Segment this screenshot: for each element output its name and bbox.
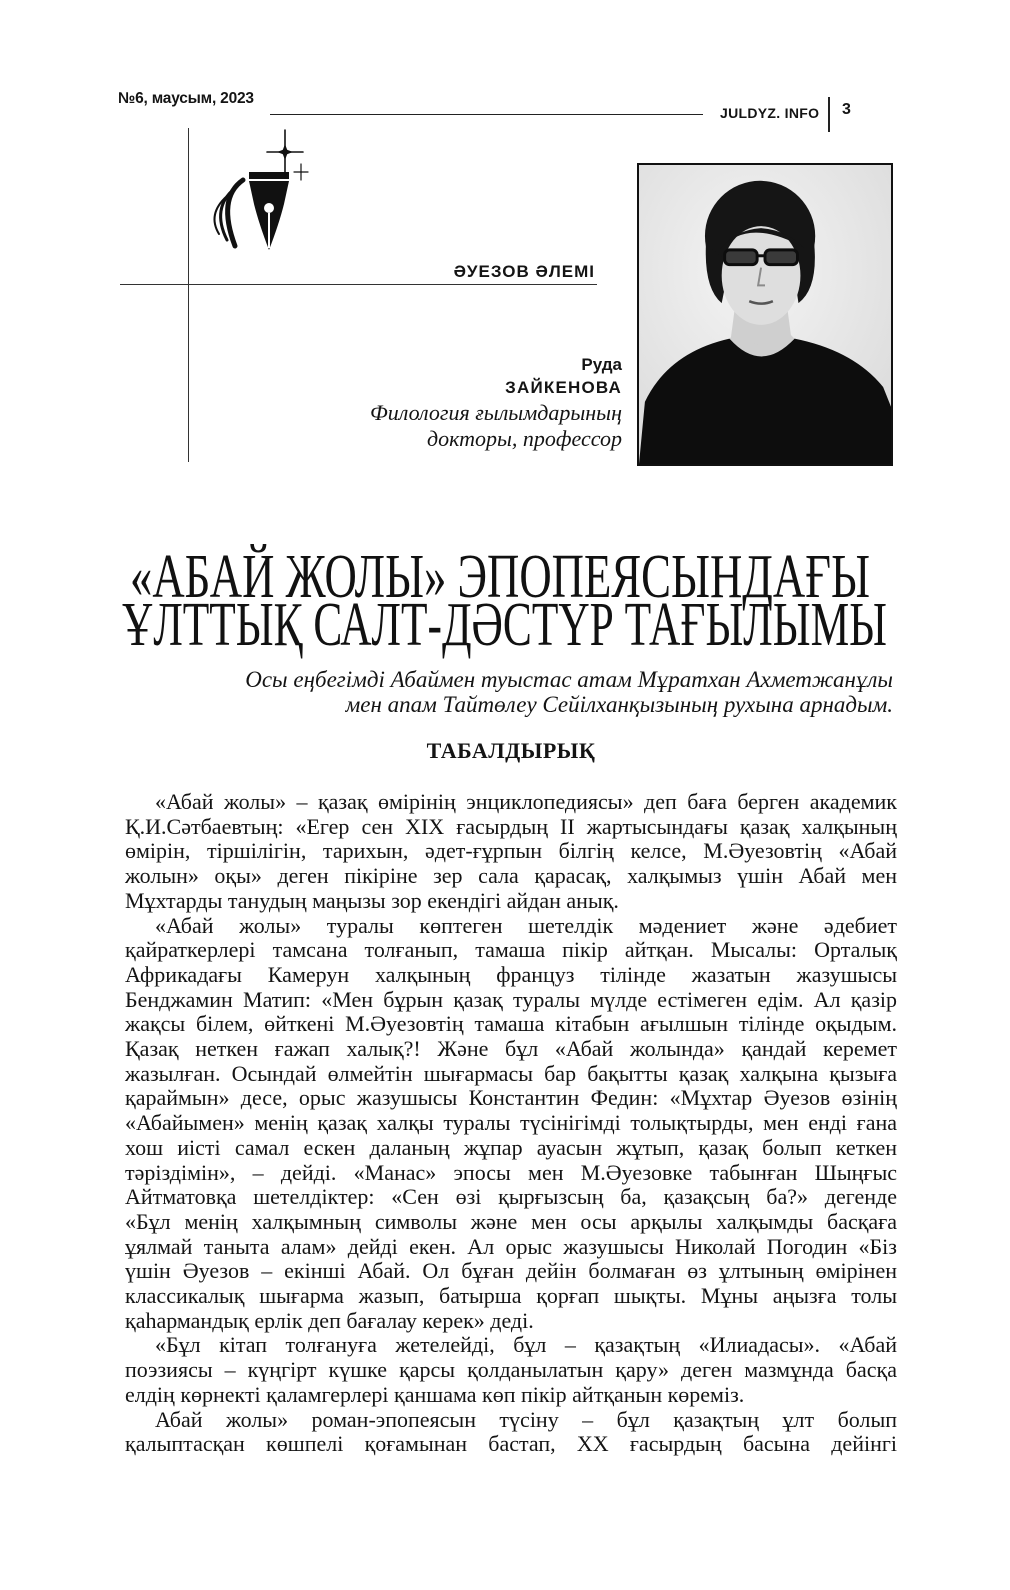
swoosh-icon (215, 180, 244, 246)
title-line: «АБАЙ ЖОЛЫ» ЭПОПЕЯСЫНДАҒЫ (130, 543, 870, 611)
body-line: «Абайымен» менің қазақ халқы туралы түсінігімді толықтырды, мен енді ғана (125, 1110, 897, 1136)
body-line: хош иісті самал ескен даланың жұпар ауасын жұтып, қазақ болып кеткен (125, 1134, 897, 1160)
author-first-name: Руда (581, 355, 622, 374)
body-line: классикалық шығарма жазып, батырша қорғап шықты. Мұны аңызға толы (125, 1283, 897, 1309)
body-line: қалыптасқан көшпелі қоғамынан бастап, XX ғасырдың басына дейінгі (125, 1431, 897, 1457)
body-line: «Абай жолы» – қазақ өмірінің энциклопедиясы» деп баға берген академик (155, 789, 897, 814)
rubric-vertical-rule (188, 128, 189, 462)
body-line: Айтматовқа шетелдіктер: «Сен өзі қырғызсың ба, қазақсың ба?» дегенде (125, 1184, 897, 1210)
body-line: Абай жолы» роман-эпопеясын түсіну – бұл қазақтың ұлт болып (155, 1406, 897, 1432)
body-line: Қ.И.Сәтбаевтың: «Егер сен XIX ғасырдың II жартысындағы қазақ халқының (125, 813, 897, 839)
site-name: JULDYZ. INFO (720, 105, 820, 121)
body-line: Бенджамин Матип: «Мен бұрын қазақ туралы мүлде естімеген едім. Ал қазір (125, 986, 897, 1012)
article-body (125, 790, 897, 1457)
body-line: жолын» оқы» деген пікіріне зер сала қарасақ, халқымыз үшін Абай мен (125, 863, 897, 889)
author-photo (637, 163, 893, 466)
body-line: өмірін, тіршілігін, тарихын, әдет-ғұрпын білгің келсе, М.Әуезовтің «Абай (125, 838, 897, 864)
body-line: елдің көрнекті қаламгерлері қаншама көп пікір айтқанын көреміз. (125, 1381, 745, 1407)
body-line: қаһармандық ерлік деп бағалау керек» деді. (125, 1307, 534, 1333)
body-line: жазылған. Осындай өлмейтін шығармасы бар бақытты қазақ халқына қызыға (125, 1060, 897, 1086)
rubric-horizontal-rule (120, 284, 597, 285)
page-number: 3 (842, 101, 851, 118)
body-line: қараймын» десе, орыс жазушысы Константин Федин: «Мұхтар Әуезов өзінің (125, 1085, 897, 1111)
body-line: «Бұл кітап толғануға жетелейді, бұл – қазақтың «Илиадасы». «Абай (155, 1332, 897, 1358)
body-paragraph (125, 1333, 897, 1407)
article-title (0, 530, 1010, 660)
body-line: Қазақ неткен ғажап халық?! Және бұл «Абай жолында» қандай керемет (125, 1036, 897, 1062)
dedication-line: мен апам Тайтөлеу Сейілханқызының рухына арнадым. (345, 692, 893, 717)
body-paragraph (125, 1408, 897, 1457)
dedication-line: Осы еңбегімді Абаймен туыстас атам Мұратхан Ахметжанұлы (245, 667, 893, 692)
body-line: поэзиясы – күңгірт күшке қарсы қолданылатын қару» деген мазмұнда басқа (125, 1357, 897, 1383)
body-line: қайраткерлері тамсана толғанып, тамаша пікір айтқан. Мысалы: Орталық (125, 937, 897, 963)
author-title: Филология ғылымдарының (370, 400, 622, 425)
pen-nib-icon (249, 172, 289, 250)
pen-nib-star-icon (205, 128, 315, 253)
body-line: «Бұл менің халқымның символы және мен осы арқылы халқымды басқаға (125, 1208, 897, 1234)
body-paragraph (125, 790, 897, 914)
body-line: «Абай жолы» туралы көптеген шетелдік мәдениет және әдебиет (155, 912, 897, 938)
issue-date: №6, маусым, 2023 (118, 90, 254, 107)
title-line: ҰЛТТЫҚ САЛТ-ДӘСТҮР ТАҒЫЛЫМЫ (122, 591, 887, 659)
section-label: ӘУЕЗОВ ӘЛЕМІ (453, 262, 595, 281)
body-line: Мұхтарды танудың маңызы зор екендігі айдан анық. (125, 887, 619, 913)
body-line: үшін Әуезов – екінші Абай. Ол бұған дейін болмаған өз ұлтының өмірінен (125, 1258, 897, 1284)
header-rule (270, 114, 703, 115)
author-last-name: ЗАЙКЕНОВА (505, 378, 622, 397)
body-line: ұялмай таныта алам» дейді екен. Ал орыс жазушысы Николай Погодин «Біз (125, 1233, 897, 1259)
body-line: жақсы білем, өйткені М.Әуезовтің тамаша кітабын ағылшын тілінде оқыдым. (125, 1011, 897, 1037)
section-heading: ТАБАЛДЫРЫҚ (426, 738, 596, 763)
dedication (245, 667, 893, 717)
header-divider (828, 97, 830, 132)
body-paragraph (125, 914, 897, 1334)
body-line: Африкадағы Камерун халқының француз тілінде жазатын жазушысы (125, 961, 897, 987)
author-title: докторы, профессор (427, 426, 622, 451)
body-line: тәріздімін», – дейді. «Манас» эпосы мен М.Әуезовке табынған Шыңғыс (125, 1159, 897, 1185)
